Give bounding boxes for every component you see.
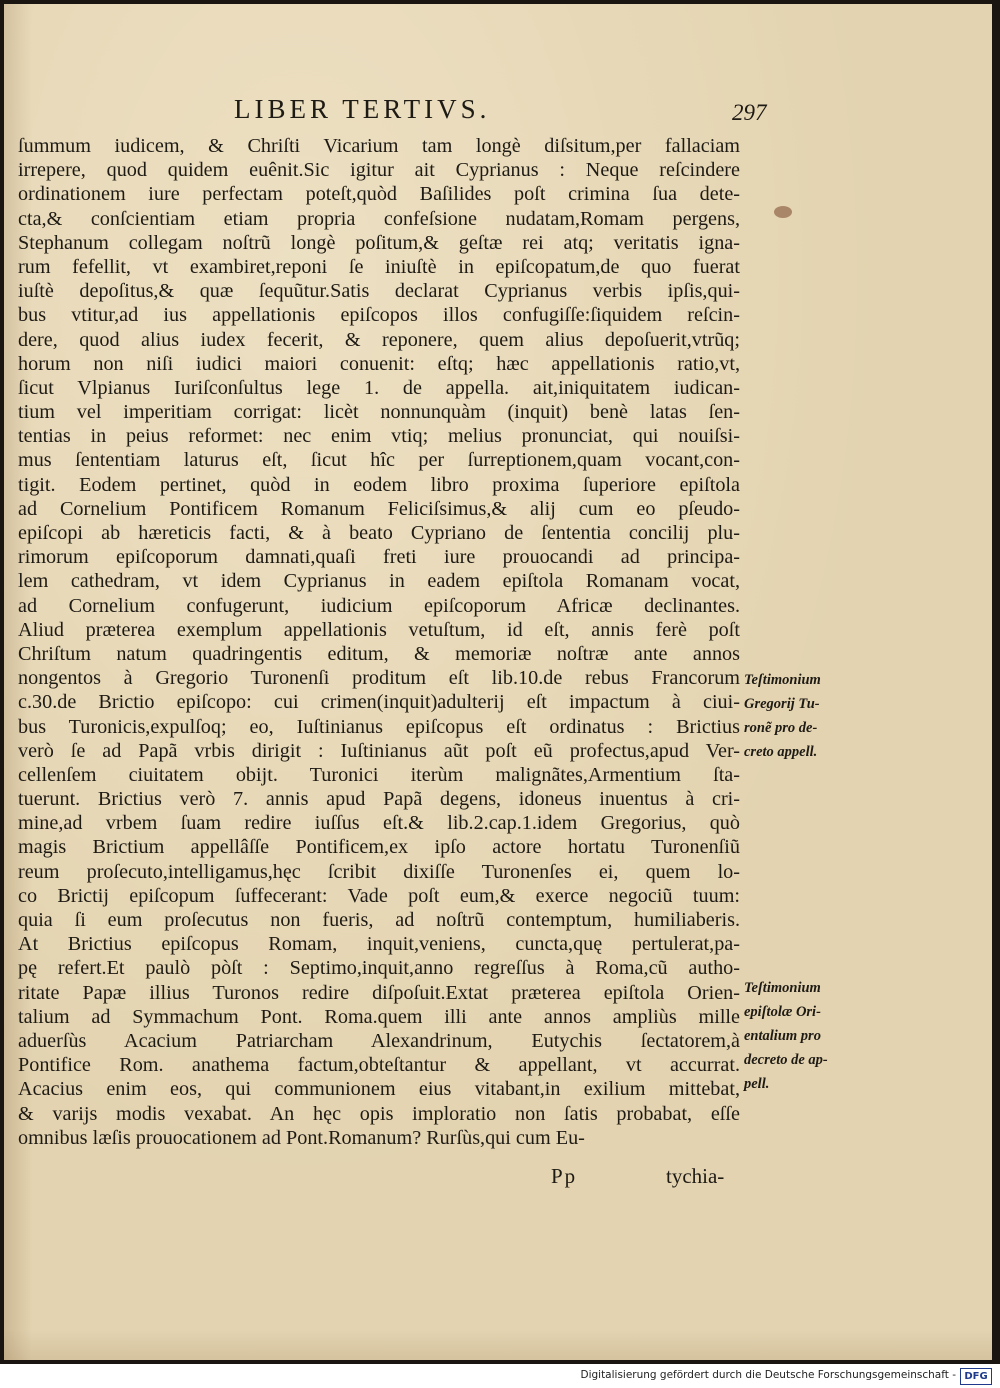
text-line: reum proſecuto,intelligamus,hęc ſcribit dixiſſe Turonenſes ei, quem lo- xyxy=(18,860,740,883)
text-line: Pontifice Rom. anathema factum,obteſtantur & appellant, vt accurrat. xyxy=(18,1054,740,1077)
signature-mark: Pp xyxy=(551,1164,578,1188)
margin-note-line: decreto de ap- xyxy=(744,1052,828,1068)
text-line: bus vtitur,ad ius appellationis epiſcopos illos confugiſſe:ſiquidem reſcin- xyxy=(18,304,740,327)
margin-note-line: epiſtolæ Ori- xyxy=(744,1004,821,1020)
text-line: verò ſe ad Papã vrbis dirigit : Iuſtinianus aũt poſt eũ profectus,apud Ver- xyxy=(18,739,740,762)
text-line: cta,& conſcientiam etiam propria confeſsione nudatam,Romam pergens, xyxy=(18,207,740,230)
text-line: tium vel imperitiam corrigat: licèt nonnunquàm (inquit) benè latas ſen- xyxy=(18,401,740,424)
text-line: nongentos à Gregorio Turonenſi proditum eſt lib.10.de rebus Francorum xyxy=(18,667,740,690)
text-line: omnibus læſis prouocationem ad Pont.Romanum? Rurſùs,qui cum Eu- xyxy=(18,1126,585,1149)
margin-note-line: entalium pro xyxy=(744,1028,821,1044)
text-line: quia ſi eum proſecutus non fueris, ad noſtrũ contemptum, humiliaberis. xyxy=(18,909,740,931)
margin-note-line: Teſtimonium xyxy=(744,980,821,996)
text-line: cellenſem ciuitatem obijt. Turonici iterùm malignãtes,Armentium ſta- xyxy=(18,763,740,786)
page-number: 297 xyxy=(732,100,767,125)
margin-note-gregory xyxy=(744,668,856,764)
text-line: tentias in peius reformet: nec enim vtiq; melius pronunciat, qui nouiſsi- xyxy=(18,425,740,448)
book-page xyxy=(4,4,992,1360)
text-line: epiſcopi ab hæreticis facti, & à beato Cypriano de ſententia concilij plu- xyxy=(18,522,740,544)
text-line: pę refert.Et paulò pòſt : Septimo,inquit,anno regreſſus à Roma,cũ autho- xyxy=(18,957,740,980)
catchword: tychia- xyxy=(666,1164,725,1188)
text-line: rum fefellit, vt exambiret,reponi ſe iniuſtè in epiſcopatum,de quo fuerat xyxy=(18,255,740,278)
text-line: Chriſtum natum quadringentis editum, & memoriæ noſtræ ante annos xyxy=(18,642,740,665)
text-line: ritate Papæ illius Turonos redire diſpoſuit.Extat præterea epiſtola Orien- xyxy=(18,981,740,1004)
text-line: ad Cornelium Pontificem Romanum Feliciſsimus,& alij cum eo pſeudo- xyxy=(18,497,740,520)
margin-note-line: creto appell. xyxy=(744,744,818,760)
text-line: & varijs modis vexabat. An hęc opis imploratio non ſatis probabat, eſſe xyxy=(18,1102,740,1125)
margin-note-orientals xyxy=(744,976,856,1096)
text-line: ordinationem iure perfectam poteſt,quòd Baſilides poſt crimina ſua dete- xyxy=(18,183,740,206)
text-line: magis Brictium appellâſſe Pontificem,ex ipſo actore hortatu Turonenſiũ xyxy=(18,836,740,859)
text-line: ad Cornelium confugerunt, iudicium epiſcoporum Africæ declinantes. xyxy=(18,594,740,617)
text-line: talium ad Symmachum Pont. Roma.quem illi ante annos ampliùs mille xyxy=(18,1005,740,1028)
text-line: irrepere, quod quidem euênit.Sic igitur ait Cyprianus : Neque reſcindere xyxy=(18,159,740,182)
text-line: aduerſùs Acacium Patriarcham Alexandrinum, Eutychis ſectatorem,à xyxy=(18,1029,740,1052)
text-line: mine,ad vrbem ſuam redire iuſſus eſt.& lib.2.cap.1.idem Gregorius, quò xyxy=(18,812,740,835)
ink-stain xyxy=(774,206,792,218)
text-line: rimorum epiſcoporum damnati,quaſi freti iure prouocandi ad principa- xyxy=(18,546,740,569)
margin-note-line: Gregorij Tu- xyxy=(744,696,820,712)
dfg-logo-icon: DFG xyxy=(960,1368,992,1385)
text-line: horum non niſi iudici maiori conuenit: eſtq; hæc appellationis ratio,vt, xyxy=(18,352,740,375)
text-line: Stephanum collegam noſtrũ longè poſitum,& geſtæ rei atq; veritatis igna- xyxy=(18,231,740,254)
margin-note-line: pell. xyxy=(744,1076,770,1092)
text-line: bus Turonicis,expulſoq; eo, Iuſtinianus epiſcopus eſt ordinatus : Brictius xyxy=(18,715,740,738)
margin-note-line: ronẽ pro de- xyxy=(744,720,818,736)
text-line: ſummum iudicem, & Chriſti Vicarium tam longè diſsitum,per fallaciam xyxy=(18,135,740,157)
text-line: mus ſententiam laturus eſt, ſicut hîc per ſurreptionem,quam vocant,con- xyxy=(18,449,740,472)
text-line: tuerunt. Brictius verò 7. annis apud Papã degens, idoneus inuentus à cri- xyxy=(18,788,740,811)
text-line: Acacius enim eos, qui communionem eius vitabant,in exilium mittebat, xyxy=(18,1078,740,1101)
text-line: At Brictius epiſcopus Romam, inquit,veniens, cuncta,quę pertulerat,pa- xyxy=(18,933,740,956)
text-line: co Brictij epiſcopum ſuffecerant: Vade poſt eum,& exerce negociũ tuum: xyxy=(18,884,740,907)
text-line: dere, quod alius iudex fecerit, & reponere, quem alius depoſuerit,vtrũq; xyxy=(18,328,740,351)
funding-credit: Digitalisierung gefördert durch die Deutsche Forschungsgemeinschaft - xyxy=(580,1369,956,1381)
digitization-footer xyxy=(0,1364,1000,1388)
text-line: Aliud præterea exemplum appellationis vetuſtum, id eſt, annis ferè poſt xyxy=(18,618,740,641)
text-line: ſicut Vlpianus Iuriſconſultus lege 1. de appella. ait,iniquitatem iudican- xyxy=(18,376,740,399)
running-title: LIBER TERTIVS. xyxy=(234,94,491,124)
text-line: c.30.de Brictio epiſcopo: cui crimen(inquit)adulterij eſt impactum à ciui- xyxy=(18,691,740,714)
text-line: lem cathedram, vt idem Cyprianus in eadem epiſtola Romanam vocat, xyxy=(18,570,740,593)
margin-note-line: Teſtimonium xyxy=(744,672,821,688)
text-line: iuſtè depoſitus,& quæ ſequũtur.Satis declarat Cyprianus verbis ipſis,qui- xyxy=(18,280,740,303)
body-text xyxy=(18,134,740,1150)
text-line: tigit. Eodem pertinet, quòd in eodem libro proxima ſuperiore epiſtola xyxy=(18,473,740,496)
